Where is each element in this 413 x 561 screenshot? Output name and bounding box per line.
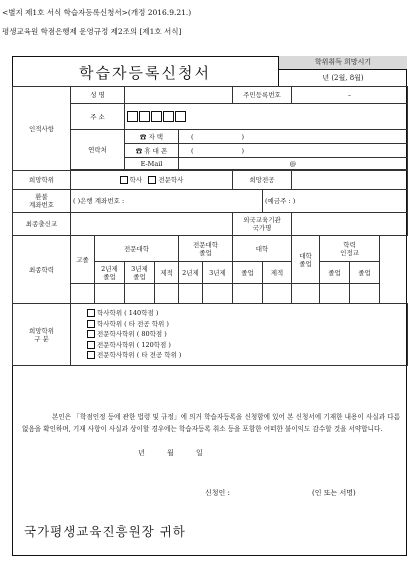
form-number: <별지 제1호 서식 학습자등록신청서>(개정 2016.9.21.)	[2, 8, 192, 17]
hope-option-3[interactable]: 전문학사학위 ( 80학점 )	[87, 329, 405, 340]
mobile-phone-field[interactable]: ( )	[179, 144, 408, 158]
application-date[interactable]: 년 월 일	[138, 449, 203, 457]
associate-label: 전문학사	[158, 176, 184, 184]
associate-checkbox[interactable]	[148, 176, 156, 184]
email-field[interactable]: @	[179, 158, 408, 170]
edu-field[interactable]	[125, 284, 155, 304]
edu-field[interactable]	[350, 284, 380, 304]
edu-field[interactable]	[320, 284, 350, 304]
home-phone-label: ☎ 자 택	[125, 130, 179, 144]
hope-option-2[interactable]: 학사학위 ( 타 전공 학위 )	[87, 319, 405, 330]
country-field[interactable]	[292, 213, 408, 236]
form-title: 학습자등록신청서	[79, 64, 211, 82]
cg-2y-label: 2년제	[179, 262, 203, 284]
major-label: 희망전공	[233, 171, 292, 190]
edu-field[interactable]	[155, 284, 179, 304]
postcode-box[interactable]	[175, 111, 186, 122]
hope-period-label: 학위취득 희망시기	[279, 56, 407, 70]
applicant-sign-label: 신청인 :	[205, 489, 230, 497]
bachelor-label: 학사	[129, 176, 143, 184]
univ-withdraw-label: 제적	[263, 262, 292, 284]
bank-account-field[interactable]: ( )은행 계좌번호 :	[71, 190, 263, 213]
final-school-field[interactable]	[71, 213, 233, 236]
registration-table	[12, 86, 408, 366]
edu-field[interactable]	[233, 284, 263, 304]
degree-options	[71, 171, 233, 190]
rec-done-label: 졸업	[350, 262, 380, 284]
final-edu-label: 최종학력	[13, 236, 71, 304]
hope-category-list	[71, 304, 408, 366]
university-label: 대학	[233, 236, 292, 262]
college-withdraw-label: 제적	[155, 262, 179, 284]
major-field[interactable]	[292, 171, 408, 190]
rrn-dash: –	[347, 91, 352, 99]
foreign-institution-label: 외국교육기관 국가명	[233, 213, 292, 236]
edu-field[interactable]	[203, 284, 233, 304]
hope-option-4[interactable]: 전문학사학위 ( 120학점 )	[87, 340, 405, 351]
refund-label: 환불 계좌번호	[13, 190, 71, 213]
name-label: 성 명	[71, 87, 125, 104]
contact-label: 연락처	[71, 130, 125, 170]
account-holder-field[interactable]: (예금주 : )	[263, 190, 408, 213]
college-2y-label: 2년제 졸업	[95, 262, 125, 284]
high-school-label: 고졸	[71, 236, 95, 284]
rrn-label: 주민등록번호	[233, 87, 292, 104]
hope-period-value[interactable]: 년 (2월, 8월)	[322, 74, 364, 82]
postcode-box[interactable]	[163, 111, 174, 122]
college-label: 전문대학	[95, 236, 179, 262]
final-school-label: 최종출신교	[13, 213, 71, 236]
address-label: 주 소	[71, 104, 125, 130]
edu-field[interactable]	[71, 284, 95, 304]
hope-category-label: 희망학위 구 분	[13, 304, 71, 366]
home-phone-field[interactable]: ( )	[179, 130, 408, 144]
signature-note[interactable]: (인 또는 서명)	[312, 489, 356, 497]
degree-label: 희망학위	[13, 171, 71, 190]
postcode-box[interactable]	[127, 111, 138, 122]
edu-field[interactable]	[263, 284, 292, 304]
pledge-text: 본인은 「학점인정 등에 관한 법령 및 규정」에 의거 학습자등록을 신청함에 있어 본 신청서에 기재한 내용이 사실과 다름없음을 확인하며, 기재 사항이 사실과 상이할 경우에는 학습자등록 취소 등을 포함한 어떠한 불이익도 감수할 것을 서약합니다.	[22, 413, 400, 433]
addressee: 국가평생교육진흥원장 귀하	[24, 524, 186, 539]
bachelor-checkbox[interactable]	[120, 176, 128, 184]
edu-field[interactable]	[292, 284, 320, 304]
mobile-phone-label: ☎ 휴 대 폰	[125, 144, 179, 158]
edu-field[interactable]	[179, 284, 203, 304]
college-3y-label: 3년제 졸업	[125, 262, 155, 284]
postcode-box[interactable]	[151, 111, 162, 122]
edu-field[interactable]	[95, 284, 125, 304]
rrn-field[interactable]	[292, 87, 408, 104]
univ-grad-label: 졸업	[233, 262, 263, 284]
postcode-box[interactable]	[139, 111, 150, 122]
hope-period-box	[278, 56, 407, 86]
hope-option-5[interactable]: 전문학사학위 ( 타 전공 학위 )	[87, 350, 405, 361]
address-field[interactable]	[125, 104, 408, 130]
recognized-school-label: 학력 인정교	[320, 236, 380, 262]
cg-3y-label: 3년제	[203, 262, 233, 284]
name-field[interactable]	[125, 87, 233, 104]
college-grad-label: 전문대학 졸업	[179, 236, 233, 262]
rec-grad-label: 졸업	[320, 262, 350, 284]
personal-section-label: 인적사항	[13, 87, 71, 171]
hope-option-1[interactable]: 학사학위 ( 140학점 )	[87, 308, 405, 319]
regulation-reference: 평생교육원 학점은행제 운영규정 제2조의 [제1호 서식]	[2, 27, 182, 36]
email-label: E-Mail	[125, 158, 179, 170]
university-grad-label: 대학 졸업	[292, 236, 320, 284]
